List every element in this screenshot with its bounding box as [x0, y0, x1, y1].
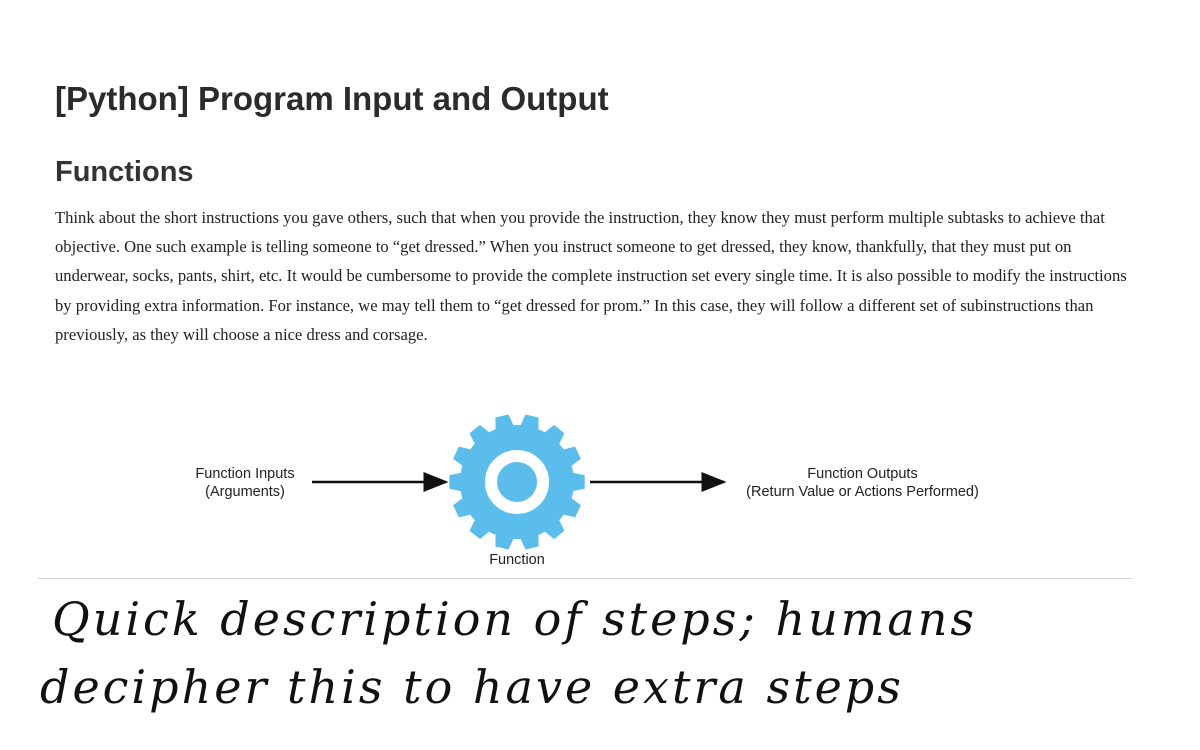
handwritten-note-line2: decipher this to have extra steps	[40, 660, 904, 714]
outputs-line2: (Return Value or Actions Performed)	[746, 484, 979, 500]
inputs-line2: (Arguments)	[205, 484, 285, 500]
divider	[38, 578, 1133, 579]
outputs-line1: Function Outputs	[807, 466, 918, 482]
section-heading: Functions	[55, 156, 194, 188]
function-label: Function	[489, 552, 545, 568]
diagram-graphics	[0, 395, 1200, 575]
page-title: [Python] Program Input and Output	[55, 80, 609, 117]
gear-icon	[449, 415, 584, 550]
inputs-line1: Function Inputs	[195, 466, 295, 482]
handwritten-note-line1: Quick description of steps; humans	[52, 592, 977, 646]
function-diagram	[0, 395, 1200, 575]
body-paragraph: Think about the short instructions you gave others, such that when you provide the instruction, they know they must perform multiple subtasks to achieve that objective. One such example is telling someone to “get dressed.” When you instruct someone to get dressed, they know, thankfully, that they must put on underwear, socks, pants, shirt, etc. It would be cumbersome to provide the complete instruction set every single time. It is also possible to modify the instructions by providing extra information. For instance, we may tell them to “get dressed for prom.” In this case, they will follow a different set of subinstructions than previously, as they will choose a nice dress and corsage.	[55, 208, 1127, 344]
